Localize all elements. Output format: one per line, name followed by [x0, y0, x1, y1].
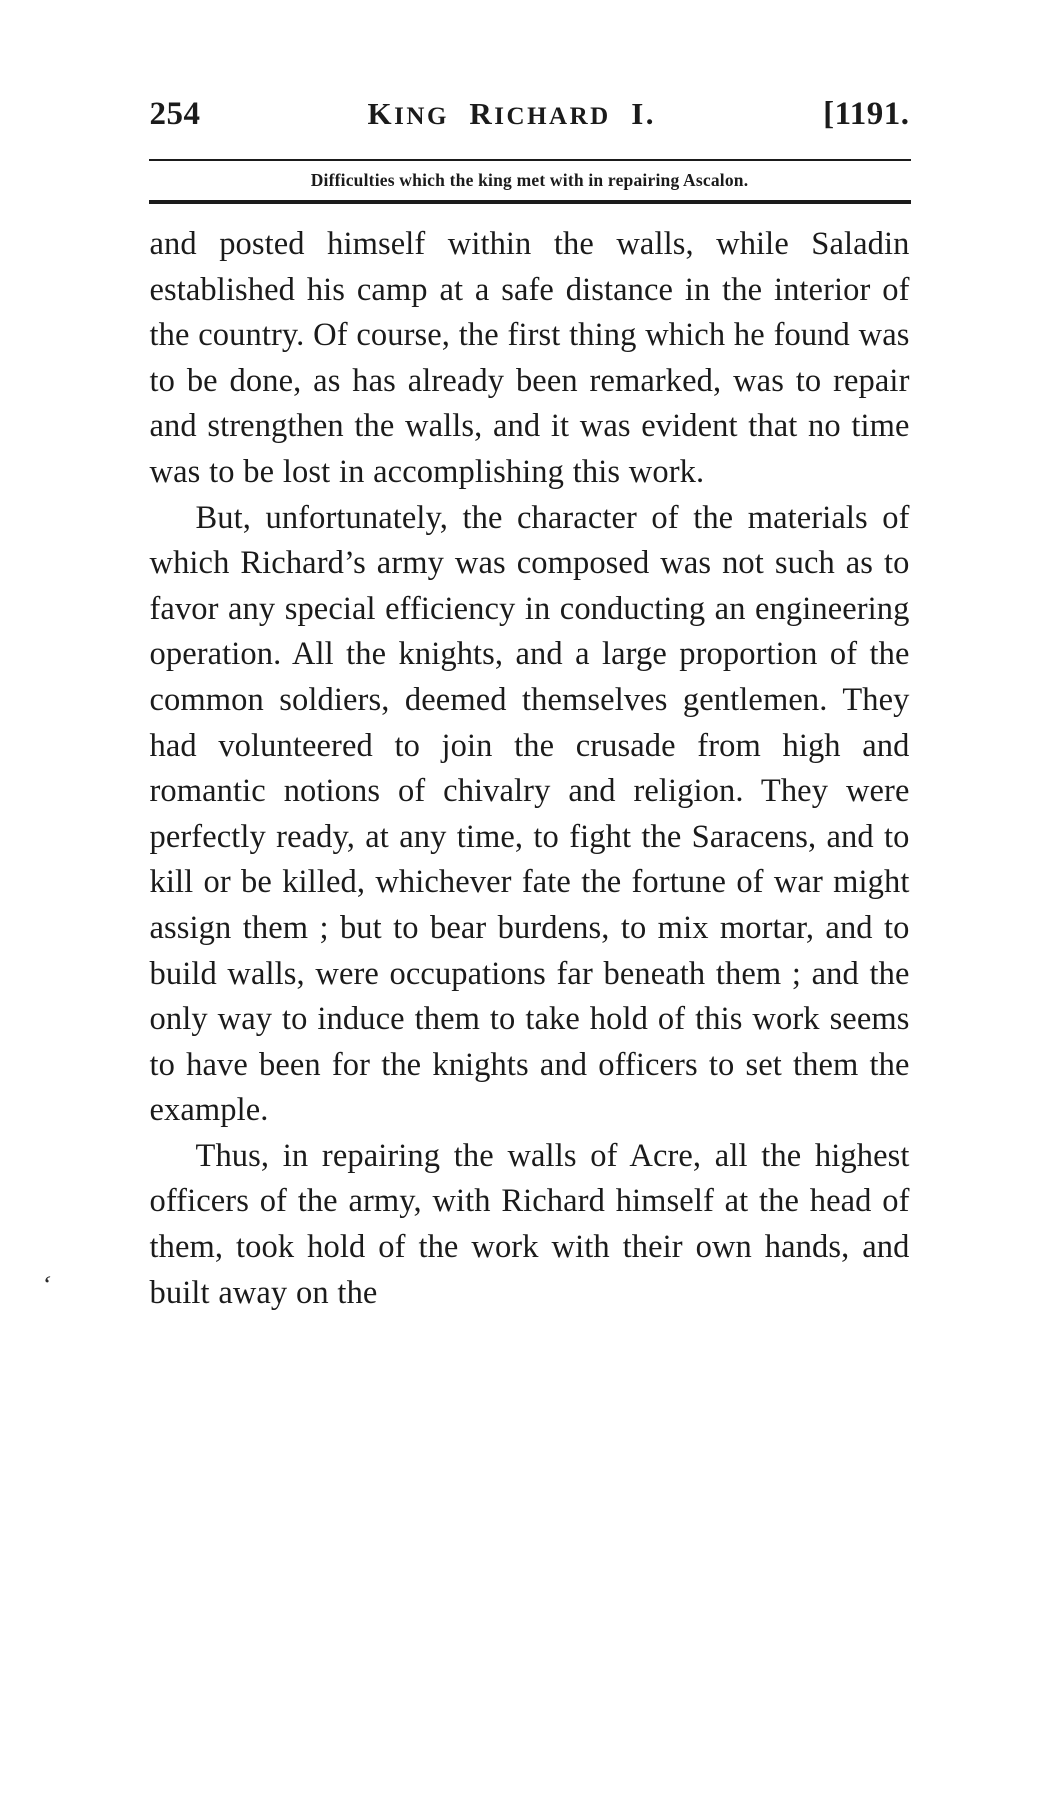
sidenote-band: [149, 159, 911, 204]
paragraph: But, unfortunately, the character of the materials of which Richard’s army was composed was not such as to favor any special efficiency in conducting an engineering operation. All the knights, and a large proportion of the common soldiers, deemed themselves gentlemen. They had volunteered to join the crusade from high and romantic notions of chivalry and religion. They were perfectly ready, at any time, to fight the Saracens, and to kill or be killed, whichever fate the fortune of war might assign them ; but to bear burdens, to mix mortar, and to build walls, were occupations far beneath them ; and the only way to induce them to take hold of this work seems to have been for the knights and officers to set them the example.: [149, 499, 910, 1129]
running-title-cap-2: R: [469, 96, 495, 131]
paragraph: and posted himself within the walls, while Saladin established his camp at a safe distance in the interior of the country. Of course, the first thing which he found was to be done, as has already been remarked, was to repair and strengthen the walls, and it was evident that no time was to be lost in accomplishing this work.: [149, 226, 910, 490]
margin-ink-mark: ‘: [39, 1269, 54, 1300]
running-head: [148, 96, 912, 133]
running-title: [368, 96, 656, 132]
sidenote-text: Difficulties which the king met with in repairing Ascalon.: [310, 170, 749, 190]
page-number: 254: [149, 96, 201, 132]
running-title-smallcaps-1: ING: [394, 103, 449, 130]
running-title-numeral: I.: [631, 96, 657, 131]
year-bracket: [1191.: [823, 96, 910, 132]
body-text: [150, 204, 910, 1316]
paragraph: Thus, in repairing the walls of Acre, all the highest officers of the army, with Richard himself at the head of them, took hold of the work with their own hands, and built away on the: [149, 1137, 910, 1311]
running-title-smallcaps-2: ICHARD: [494, 103, 611, 130]
running-title-cap-1: K: [367, 96, 395, 131]
